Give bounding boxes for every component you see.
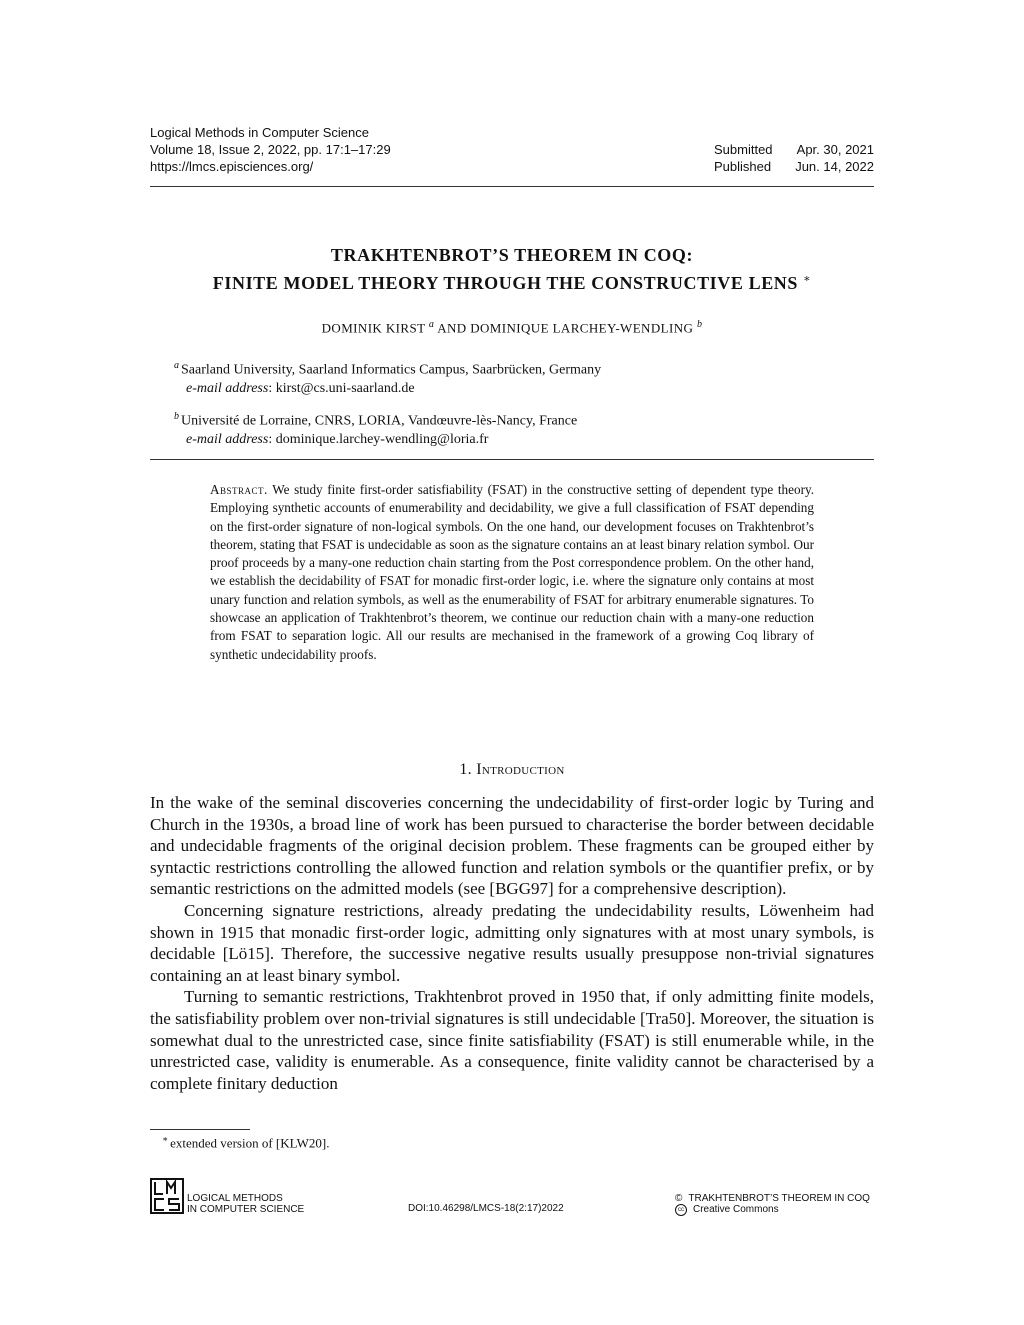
header-rule	[150, 186, 874, 187]
published-label: Published	[714, 159, 772, 174]
intro-paragraph: In the wake of the seminal discoveries concerning the undecidability of first-order logic by Turing and Church in the 1930s, a broad line of work has been pursued to characterise the border between decidable and undecidable fragments of the original decision problem. These fragments can be grouped either by syntactic restrictions controlling the allowed function and relation symbols or the quantifier prefix, or by semantic restrictions on the admitted models (see [BGG97] for a comprehensive description).	[150, 793, 874, 899]
license-block	[675, 1193, 870, 1215]
page-footer	[150, 1178, 874, 1218]
license-name[interactable]: Creative Commons	[693, 1204, 779, 1215]
abstract	[210, 481, 814, 664]
svg-text:LMCS: LMCS	[150, 1178, 153, 1179]
lmcs-logo	[150, 1178, 184, 1214]
title-footnote-marker: ∗	[803, 273, 812, 285]
journal-url[interactable]: https://lmcs.episciences.org/	[150, 159, 314, 174]
intro-paragraph: Concerning signature restrictions, already predating the undecidability results, Löwenheim had shown in 1915 that monadic first-order logic, admitting only signatures with at most unary symbols, is decidable [Lö15]. Therefore, the successive negative results usually presuppose non-trivial signatures containing an at least binary symbol.	[150, 900, 874, 985]
section-heading-introduction: 1. Introduction	[459, 761, 565, 778]
footnote: ∗ extended version of [KLW20].	[162, 1134, 330, 1151]
title-line-1: TRAKHTENBROT’S THEOREM IN COQ:	[330, 245, 694, 265]
affiliation-rule	[150, 459, 874, 460]
volume-info: Volume 18, Issue 2, 2022, pp. 17:1–17:29	[150, 142, 391, 157]
introduction-body	[150, 792, 874, 1094]
journal-name: Logical Methods in Computer Science	[150, 125, 369, 140]
author-kirst: DOMINIK KIRST	[321, 320, 426, 336]
abstract-label: Abstract.	[210, 482, 268, 497]
footnote-rule	[150, 1129, 250, 1130]
authors-line: DOMINIK KIRST $^a$ AND DOMINIQUE LARCHEY-WENDLING $^b$	[321, 319, 703, 336]
submitted-date: Apr. 30, 2021	[796, 142, 874, 157]
abstract-text: We study finite first-order satisfiability (FSAT) in the constructive setting of dependent type theory. Employing synthetic accounts of enumerability and decidability, we give a full classification of FSAT depending on the first-order signature of non-logical symbols. On the one hand, our development focuses on Trakhtenbrot’s theorem, stating that FSAT is undecidable as soon as the signature contains an at least binary relation symbol. Our proof proceeds by a many-one reduction chain starting from the Post correspondence problem. On the other hand, we establish the decidability of FSAT for monadic first-order logic, i.e. where the signature only contains at most unary function and relation symbols, as well as the enumerability of FSAT for arbitrary enumerable signatures. To showcase an application of Trakhtenbrot’s theorem, we continue our reduction chain with a many-one reduction from FSAT to separation logic. All our results are mechanised in the framework of a growing Coq library of synthetic undecidability proofs.	[210, 482, 814, 662]
email-kirst[interactable]: kirst@cs.uni-saarland.de	[275, 380, 415, 396]
affiliation-b: $^b$ Université de Lorraine, CNRS, LORIA, Vandœuvre-lès-Nancy, France e-mail address: dominique.larchey-wendling@loria.fr	[174, 411, 578, 447]
email-larchey-wendling[interactable]: dominique.larchey-wendling@loria.fr	[275, 431, 489, 447]
creative-commons-icon: cc	[675, 1204, 687, 1216]
copyright-title: TRAKHTENBROT’S THEOREM IN COQ	[688, 1193, 870, 1204]
submitted-row	[714, 141, 874, 158]
doi[interactable]: DOI:10.46298/LMCS-18(2:17)2022	[408, 1203, 564, 1214]
submitted-label: Submitted	[714, 142, 773, 157]
copyright-icon: ©	[675, 1193, 683, 1204]
paper-title	[150, 243, 874, 295]
intro-paragraph: Turning to semantic restrictions, Trakhtenbrot proved in 1950 that, if only admitting finite models, the satisfiability problem over non-trivial signatures is still undecidable [Tra50]. Moreover, the situation is somewhat dual to the unrestricted case, since finite satisfiability (FSAT) is still enumerable while, in the unrestricted case, validity is enumerable. As a consequence, finite validity cannot be characterised by a complete finitary deduction	[150, 987, 874, 1093]
published-row	[714, 158, 874, 175]
footer-journal-name: LOGICAL METHODS IN COMPUTER SCIENCE	[187, 1193, 305, 1215]
affiliation-a: $^a$ Saarland University, Saarland Informatics Campus, Saarbrücken, Germany e-mail address: kirst@cs.uni-saarland.de	[174, 360, 602, 396]
published-date: Jun. 14, 2022	[795, 159, 874, 174]
author-larchey-wendling: DOMINIQUE LARCHEY-WENDLING	[470, 320, 694, 336]
title-line-2: FINITE MODEL THEORY THROUGH THE CONSTRUCTIVE LENS ∗	[212, 273, 812, 293]
